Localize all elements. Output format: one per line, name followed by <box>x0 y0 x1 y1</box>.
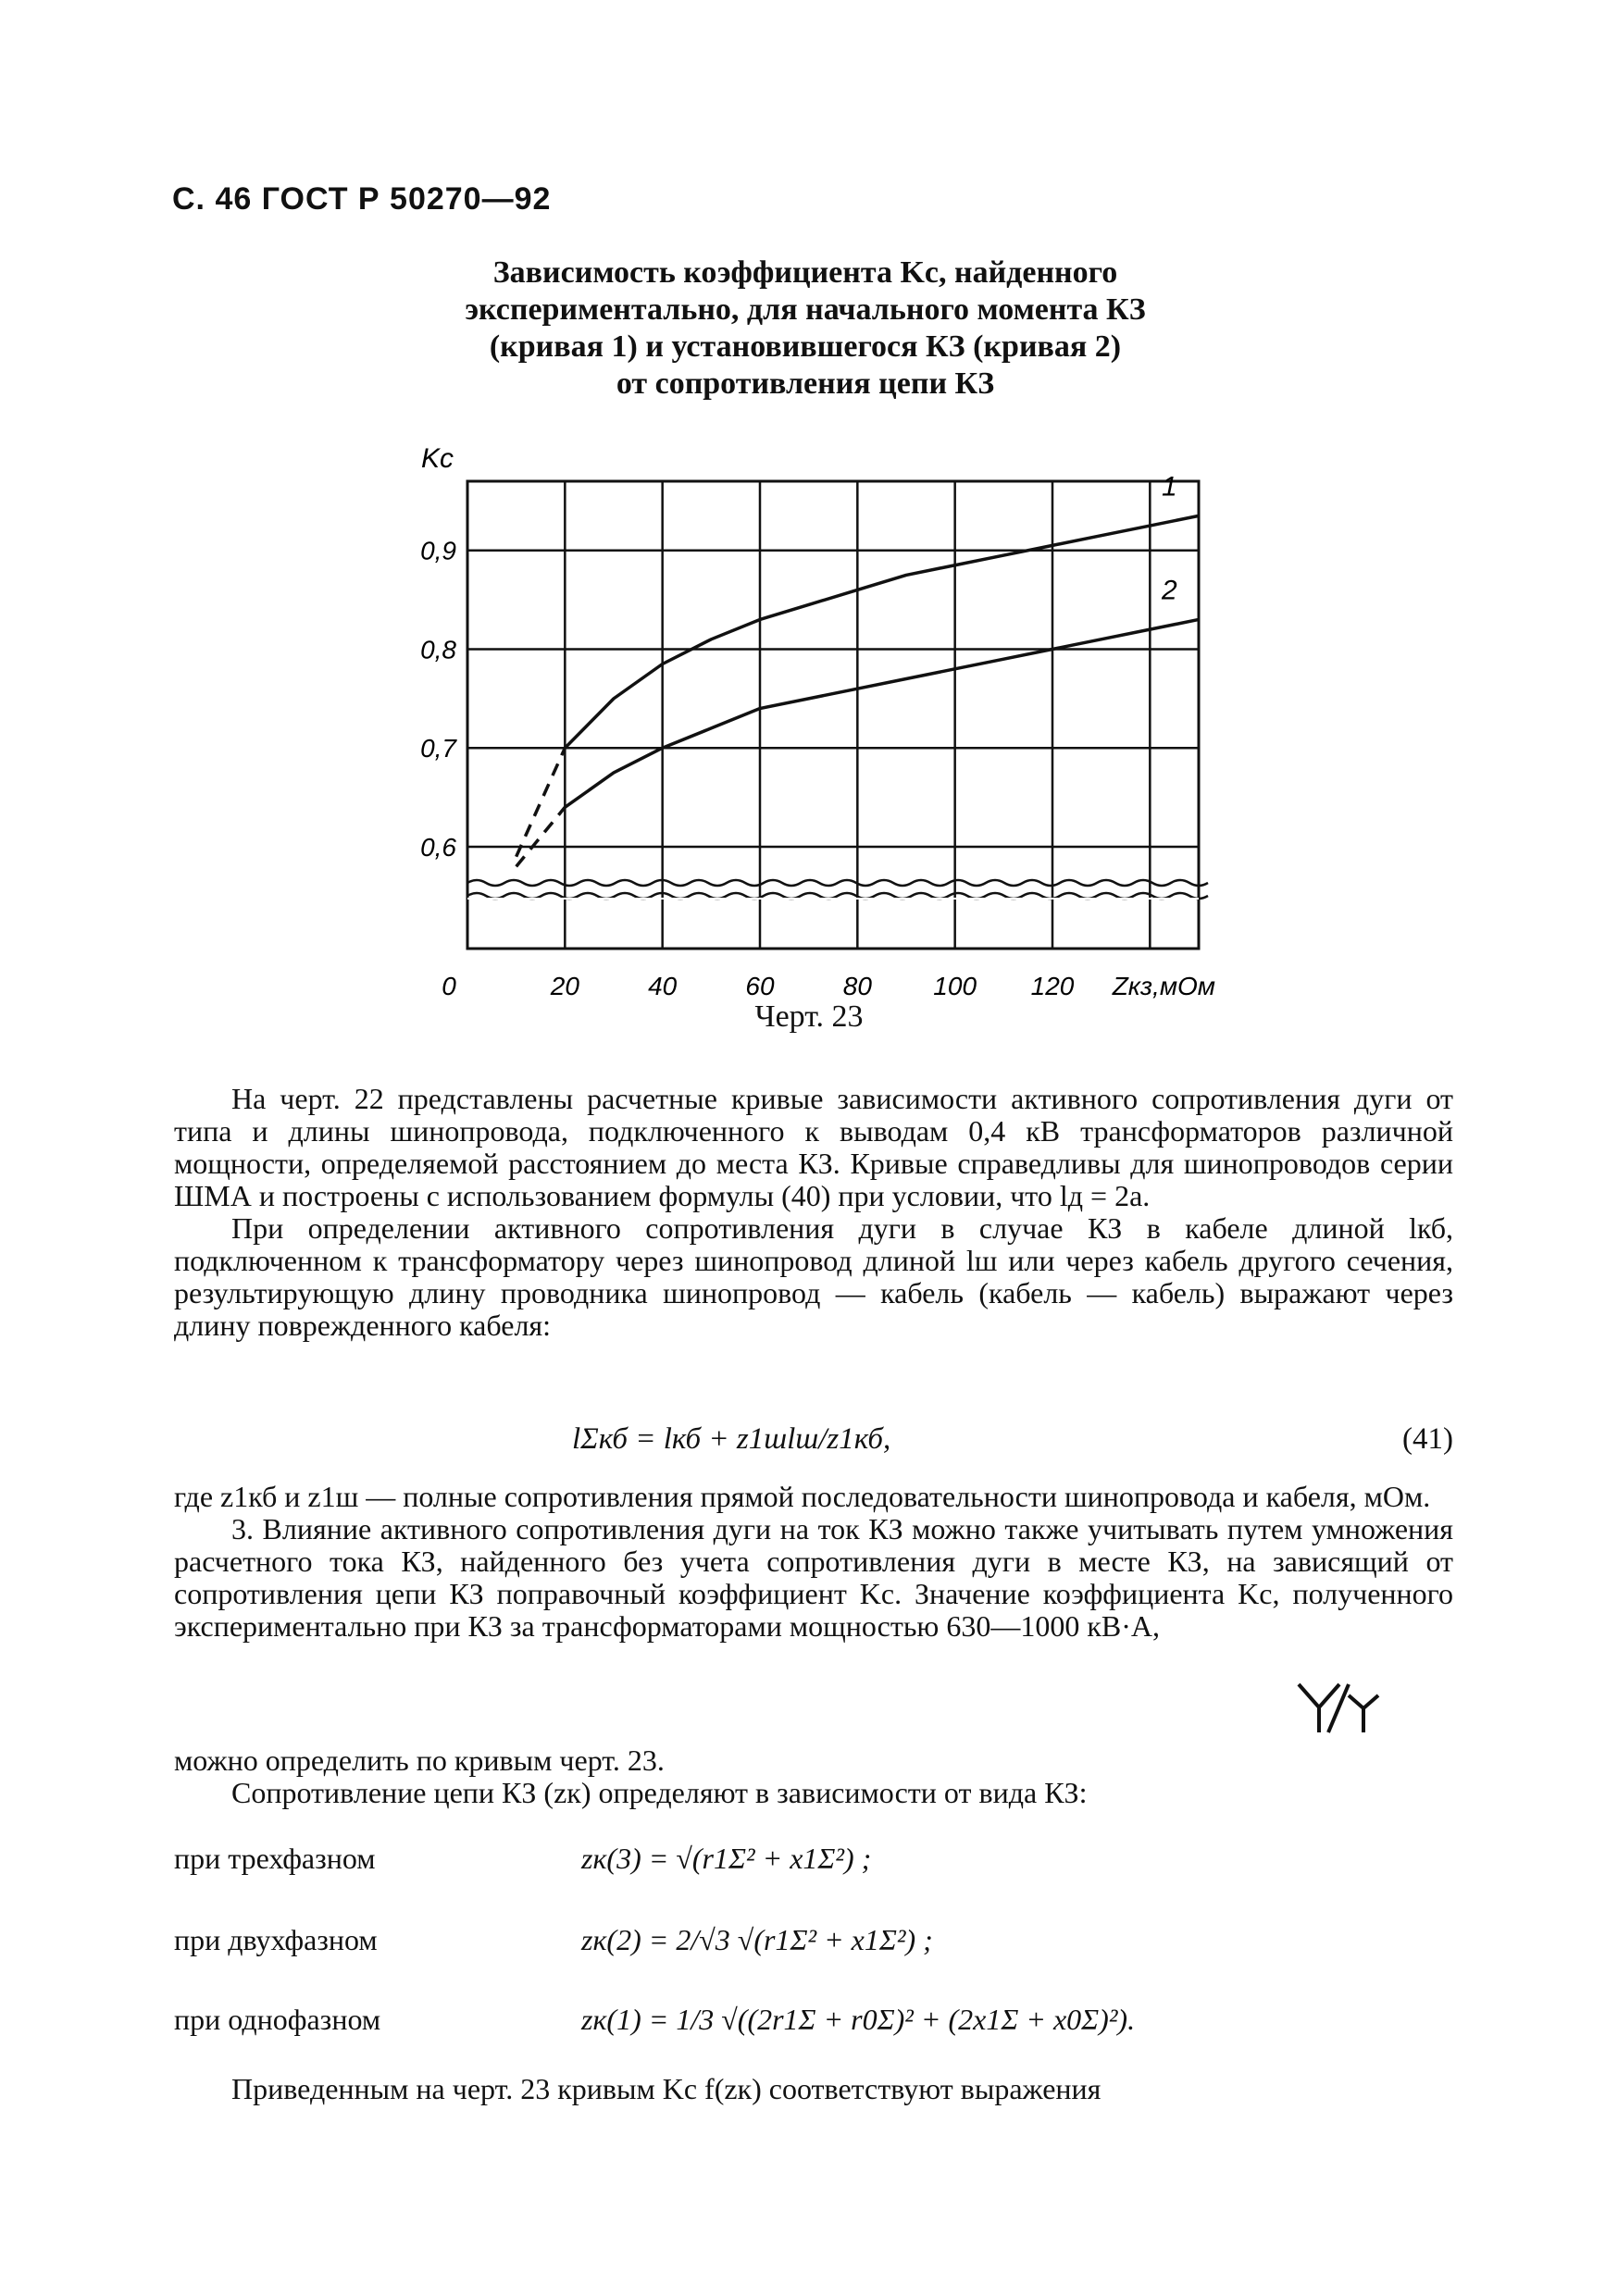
x-tick-label: 20 <box>550 972 579 1000</box>
figure-caption <box>342 254 1268 403</box>
two-phase-formula: zк(2) = 2/√3 √(r1Σ² + x1Σ²) ; <box>581 1923 933 1956</box>
caption-line-4: от сопротивления цепи КЗ <box>616 366 995 401</box>
paragraph-1: На черт. 22 представлены расчетные кривые зависимости активного сопротивления дуги от типа и длины шинопровода, подключенного к выводам 0,4 кВ трансформаторов различной мощности, определяемой расстоянием до места КЗ. Кривые справедливы для шинопроводов серии ШМА и построены с использованием формулы (40) при условии, что lд = 2a. <box>174 1082 1453 1212</box>
x-tick-label: 40 <box>648 972 678 1000</box>
x-tick-label: 80 <box>842 972 872 1000</box>
three-phase-formula: zк(3) = √(r1Σ² + x1Σ²) ; <box>581 1842 872 1875</box>
paragraph-3-block <box>174 1481 1453 1643</box>
y-axis-label: Kс <box>421 443 454 474</box>
chart-labels <box>420 443 1215 1000</box>
curve-2 <box>565 619 1199 807</box>
caption-line-3: (кривая 1) и установившегося КЗ (кривая 2) <box>489 329 1122 364</box>
axis-break-wave <box>467 880 1208 886</box>
kc-chart <box>398 435 1231 1009</box>
x-tick-label: 0 <box>442 972 456 1000</box>
page-header: С. 46 ГОСТ Р 50270—92 <box>172 181 552 217</box>
x-tick-label: 120 <box>1030 972 1075 1000</box>
curve-1-dashed <box>517 748 566 856</box>
two-phase-label: при двухфазном <box>174 1923 378 1956</box>
curve-2-label: 2 <box>1162 575 1177 606</box>
chart-grid <box>467 481 1208 949</box>
curve-1-label: 1 <box>1162 471 1177 503</box>
transformer-connection-symbol <box>1291 1675 1384 1740</box>
x-axis-label: Zкз,мОм <box>1112 972 1215 1000</box>
single-phase-formula: zк(1) = 1/3 √((2r1Σ + r0Σ)² + (2x1Σ + x0Σ)²). <box>581 2003 1136 2036</box>
paragraph-3: где z1кб и z1ш — полные сопротивления прямой последовательности шинопровода и кабеля, мОм. <box>174 1480 1431 1513</box>
figure-label: Черт. 23 <box>754 999 864 1034</box>
paragraph-7: Приведенным на черт. 23 кривым Kс f(zк) соответствуют выражения <box>231 2072 1101 2105</box>
formula-41-expression: lΣкб = lкб + z1шlш/z1кб, <box>572 1422 891 1456</box>
paragraph-1-block <box>174 1083 1453 1342</box>
formula-41-number: (41) <box>1402 1422 1453 1456</box>
paragraph-5: можно определить по кривым черт. 23. <box>174 1744 665 1777</box>
y-tick-label: 0,9 <box>420 536 456 565</box>
x-tick-label: 60 <box>745 972 775 1000</box>
y-tick-label: 0,6 <box>420 833 456 862</box>
curve-2-dashed <box>517 807 566 866</box>
y-tick-label: 0,7 <box>420 734 456 763</box>
caption-line-2: экспериментально, для начального момента КЗ <box>465 292 1146 327</box>
x-tick-label: 100 <box>933 972 977 1000</box>
axis-break-gap <box>467 898 1199 900</box>
paragraph-5-block <box>174 1744 1453 1809</box>
paragraph-2: При определении активного сопротивления дуги в случае КЗ в кабеле длиной lкб, подключенном к трансформатору через шинопровод длиной lш или через кабель другого сечения, результирующую длину проводника шинопровод — кабель (кабель — кабель) выражают через длину поврежденного кабеля: <box>174 1211 1453 1342</box>
paragraph-4: 3. Влияние активного сопротивления дуги на ток КЗ можно также учитывать путем умножения расчетного тока КЗ, найденного без учета сопротивления дуги в месте КЗ, на зависящий от сопротивления цепи КЗ поправочный коэффициент Kс. Значение коэффициента Kс, полученного экспериментально при КЗ за трансформаторами мощностью 630—1000 кВ·А, <box>174 1512 1453 1643</box>
paragraph-6: Сопротивление цепи КЗ (zк) определяют в зависимости от вида КЗ: <box>231 1776 1088 1809</box>
paragraph-7-block <box>174 2073 1453 2105</box>
three-phase-label: при трехфазном <box>174 1842 376 1875</box>
single-phase-label: при однофазном <box>174 2003 381 2036</box>
y-tick-label: 0,8 <box>420 635 456 664</box>
caption-line-1: Зависимость коэффициента Kс, найденного <box>492 255 1118 290</box>
